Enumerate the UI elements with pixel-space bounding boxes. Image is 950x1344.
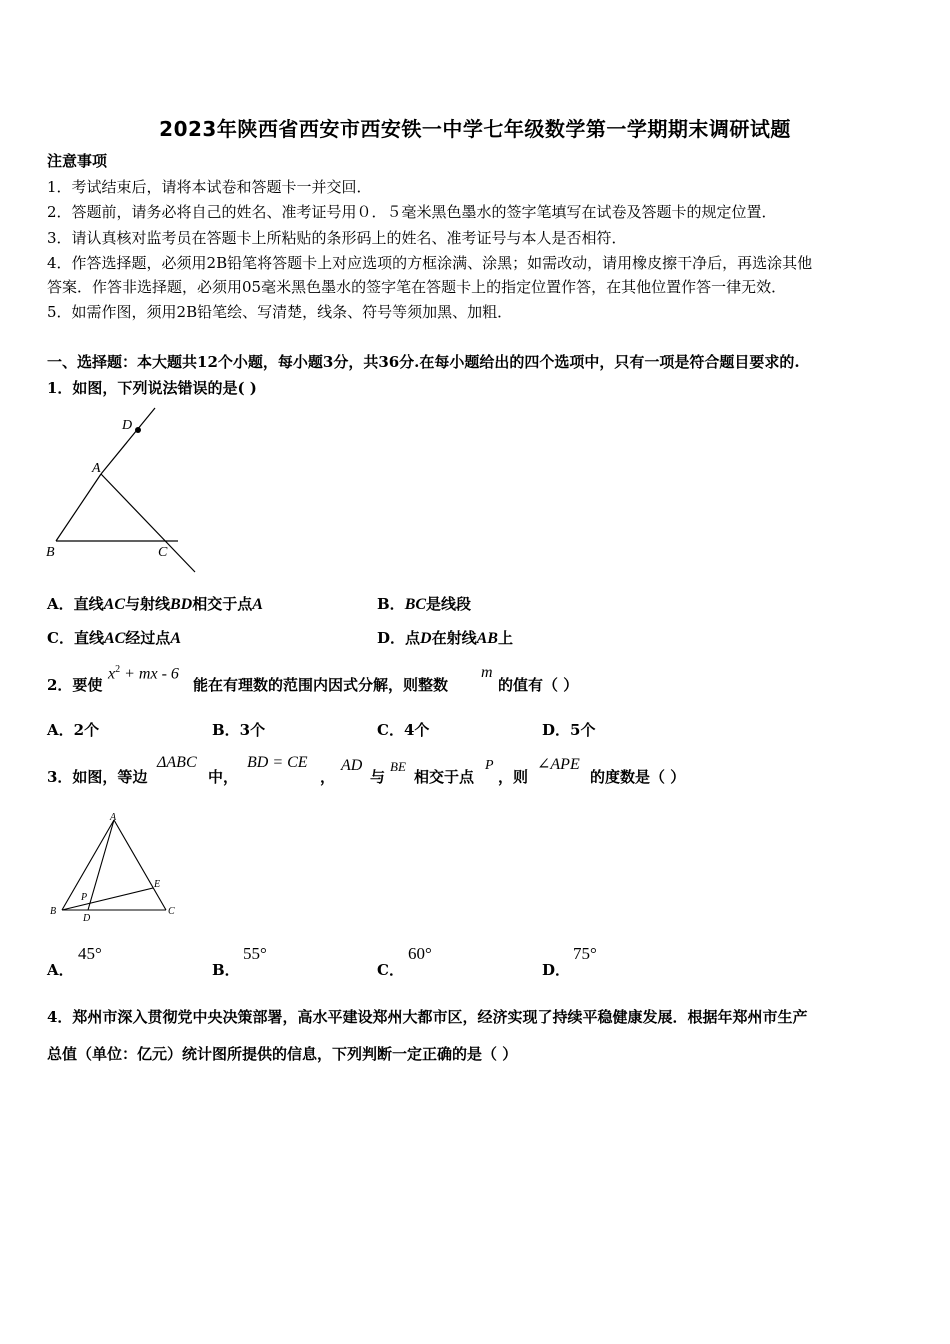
question-4-stem-line1: 4．郑州市深入贯彻党中央决策部署，高水平建设郑州大都市区，经济实现了持续平稳健康发展．根据年郑州市生产 — [47, 1008, 808, 1026]
question-3-segment-be: BE — [390, 759, 406, 774]
label-b: B — [50, 906, 57, 917]
segment-ad — [88, 820, 114, 910]
question-1-option-c: C．直线AC经过点A — [47, 629, 181, 647]
section-heading: 一、选择题：本大题共12个小题，每小题3分，共36分.在每小题给出的四个选项中，只有一项是符合题目要求的. — [47, 353, 800, 371]
question-3-triangle: ΔABC — [157, 754, 197, 771]
label-b: B — [46, 545, 55, 560]
question-3-option-a-letter: A． — [47, 961, 74, 979]
question-3-option-d-value: 75° — [573, 944, 597, 963]
label-d: D — [83, 913, 91, 924]
notice-item: 1．考试结束后，请将本试卷和答题卡一并交回． — [47, 178, 372, 196]
question-3-option-b-letter: B． — [212, 961, 240, 979]
label-p: P — [81, 892, 88, 903]
question-2-option-c: C．4个 — [377, 721, 430, 739]
line-ac — [101, 474, 195, 572]
question-1-figure — [40, 404, 210, 579]
question-2-variable: m — [481, 664, 493, 681]
notice-item: 4．作答选择题，必须用2B铅笔将答题卡上对应选项的方框涂满、涂黑；如需改动，请用橡皮擦干净后，再选涂其他 — [47, 254, 813, 272]
question-3-text: 的度数是（ ） — [590, 768, 686, 786]
question-3-option-a-value: 45° — [78, 944, 102, 963]
question-3-angle: ∠APE — [537, 756, 580, 773]
question-3-option-d-letter: D． — [542, 961, 571, 979]
label-a: A — [110, 812, 117, 823]
question-2-stem-mid: 能在有理数的范围内因式分解，则整数 — [193, 676, 449, 694]
question-3-option-b-value: 55° — [243, 944, 267, 963]
question-2-stem-end: 的值有（ ） — [498, 676, 579, 694]
notice-heading: 注意事项 — [47, 152, 108, 170]
notice-item: 答案．作答非选择题，必须用05毫米黑色墨水的签字笔在答题卡上的指定位置作答，在其他位置作答一律无效． — [47, 278, 787, 296]
label-c: C — [168, 906, 175, 917]
label-a: A — [92, 461, 101, 476]
question-2-expression: $x^2$ + mx - 6 — [108, 664, 179, 683]
side-ab — [62, 820, 114, 910]
page-title: 2023年陕西省西安市西安铁一中学七年级数学第一学期期末调研试题 — [159, 117, 791, 141]
question-3-figure — [46, 810, 181, 925]
label-c: C — [158, 545, 168, 560]
question-3-option-c-value: 60° — [408, 944, 432, 963]
question-3-stem: 3．如图，等边 — [47, 768, 148, 786]
question-2-stem: 2．要使 — [47, 676, 103, 694]
segment-be — [62, 888, 153, 910]
question-3-segment-ad: AD — [341, 757, 363, 774]
question-1-stem: 1．如图，下列说法错误的是( ) — [47, 379, 257, 397]
question-3-point-p: P — [485, 758, 494, 773]
question-2-option-d: D．5个 — [542, 721, 596, 739]
notice-item: 3．请认真核对监考员在答题卡上所粘贴的条形码上的姓名、准考证号与本人是否相符． — [47, 229, 627, 247]
notice-item: 5．如需作图，须用2B铅笔绘、写清楚，线条、符号等须加黑、加粗． — [47, 303, 513, 321]
question-3-option-c-letter: C． — [377, 961, 404, 979]
question-3-text: 与 — [370, 768, 386, 786]
label-e: E — [154, 879, 161, 890]
question-1-option-a: A．直线AC与射线BD相交于点A — [47, 595, 263, 613]
point-d — [135, 427, 141, 433]
line-ab — [56, 474, 101, 541]
question-2-option-b: B．3个 — [212, 721, 266, 739]
question-1-option-b: B．BC是线段 — [377, 595, 472, 613]
question-4-stem-line2: 总值（单位：亿元）统计图所提供的信息，下列判断一定正确的是（ ） — [47, 1045, 518, 1063]
question-3-text: 相交于点 — [414, 768, 475, 786]
question-3-text: ，则 — [498, 768, 529, 786]
label-d: D — [122, 418, 133, 433]
question-2-option-a: A．2个 — [47, 721, 100, 739]
question-1-option-d: D．点D在射线AB上 — [377, 629, 513, 647]
question-3-text: ， — [320, 768, 336, 786]
side-ac — [114, 820, 166, 910]
question-3-equation: BD = CE — [247, 754, 308, 771]
notice-item: 2．答题前，请务必将自己的姓名、准考证号用０．５毫米黑色墨水的签字笔填写在试卷及答题卡的规定位置． — [47, 203, 777, 221]
question-3-text: 中， — [208, 768, 239, 786]
